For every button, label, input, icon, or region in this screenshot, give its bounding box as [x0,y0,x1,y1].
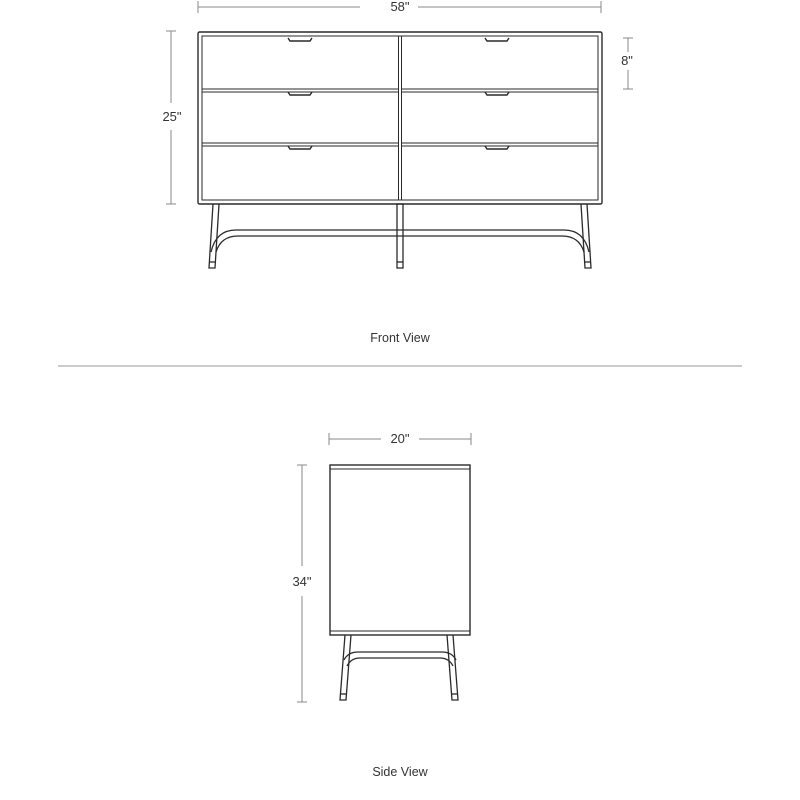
side-depth-label: 20" [390,431,410,446]
side-base [340,635,458,700]
side-view [292,431,471,779]
side-view-caption: Side View [372,765,428,779]
front-width-dimension [198,0,601,14]
front-height-dimension [162,31,181,204]
front-base [209,204,591,268]
drawer-height-dimension [621,38,633,89]
side-cabinet [330,465,470,635]
front-height-label: 25" [162,109,182,124]
side-height-dimension [292,465,311,702]
drawer-height-label: 8" [621,53,633,68]
drawer-pull [485,38,509,41]
side-depth-dimension [329,431,471,446]
drawer-pull [288,38,312,41]
front-view-caption: Front View [370,331,430,345]
side-height-label: 34" [292,574,312,589]
front-view [162,0,633,345]
front-cabinet [198,32,602,204]
front-width-label: 58" [390,0,410,14]
